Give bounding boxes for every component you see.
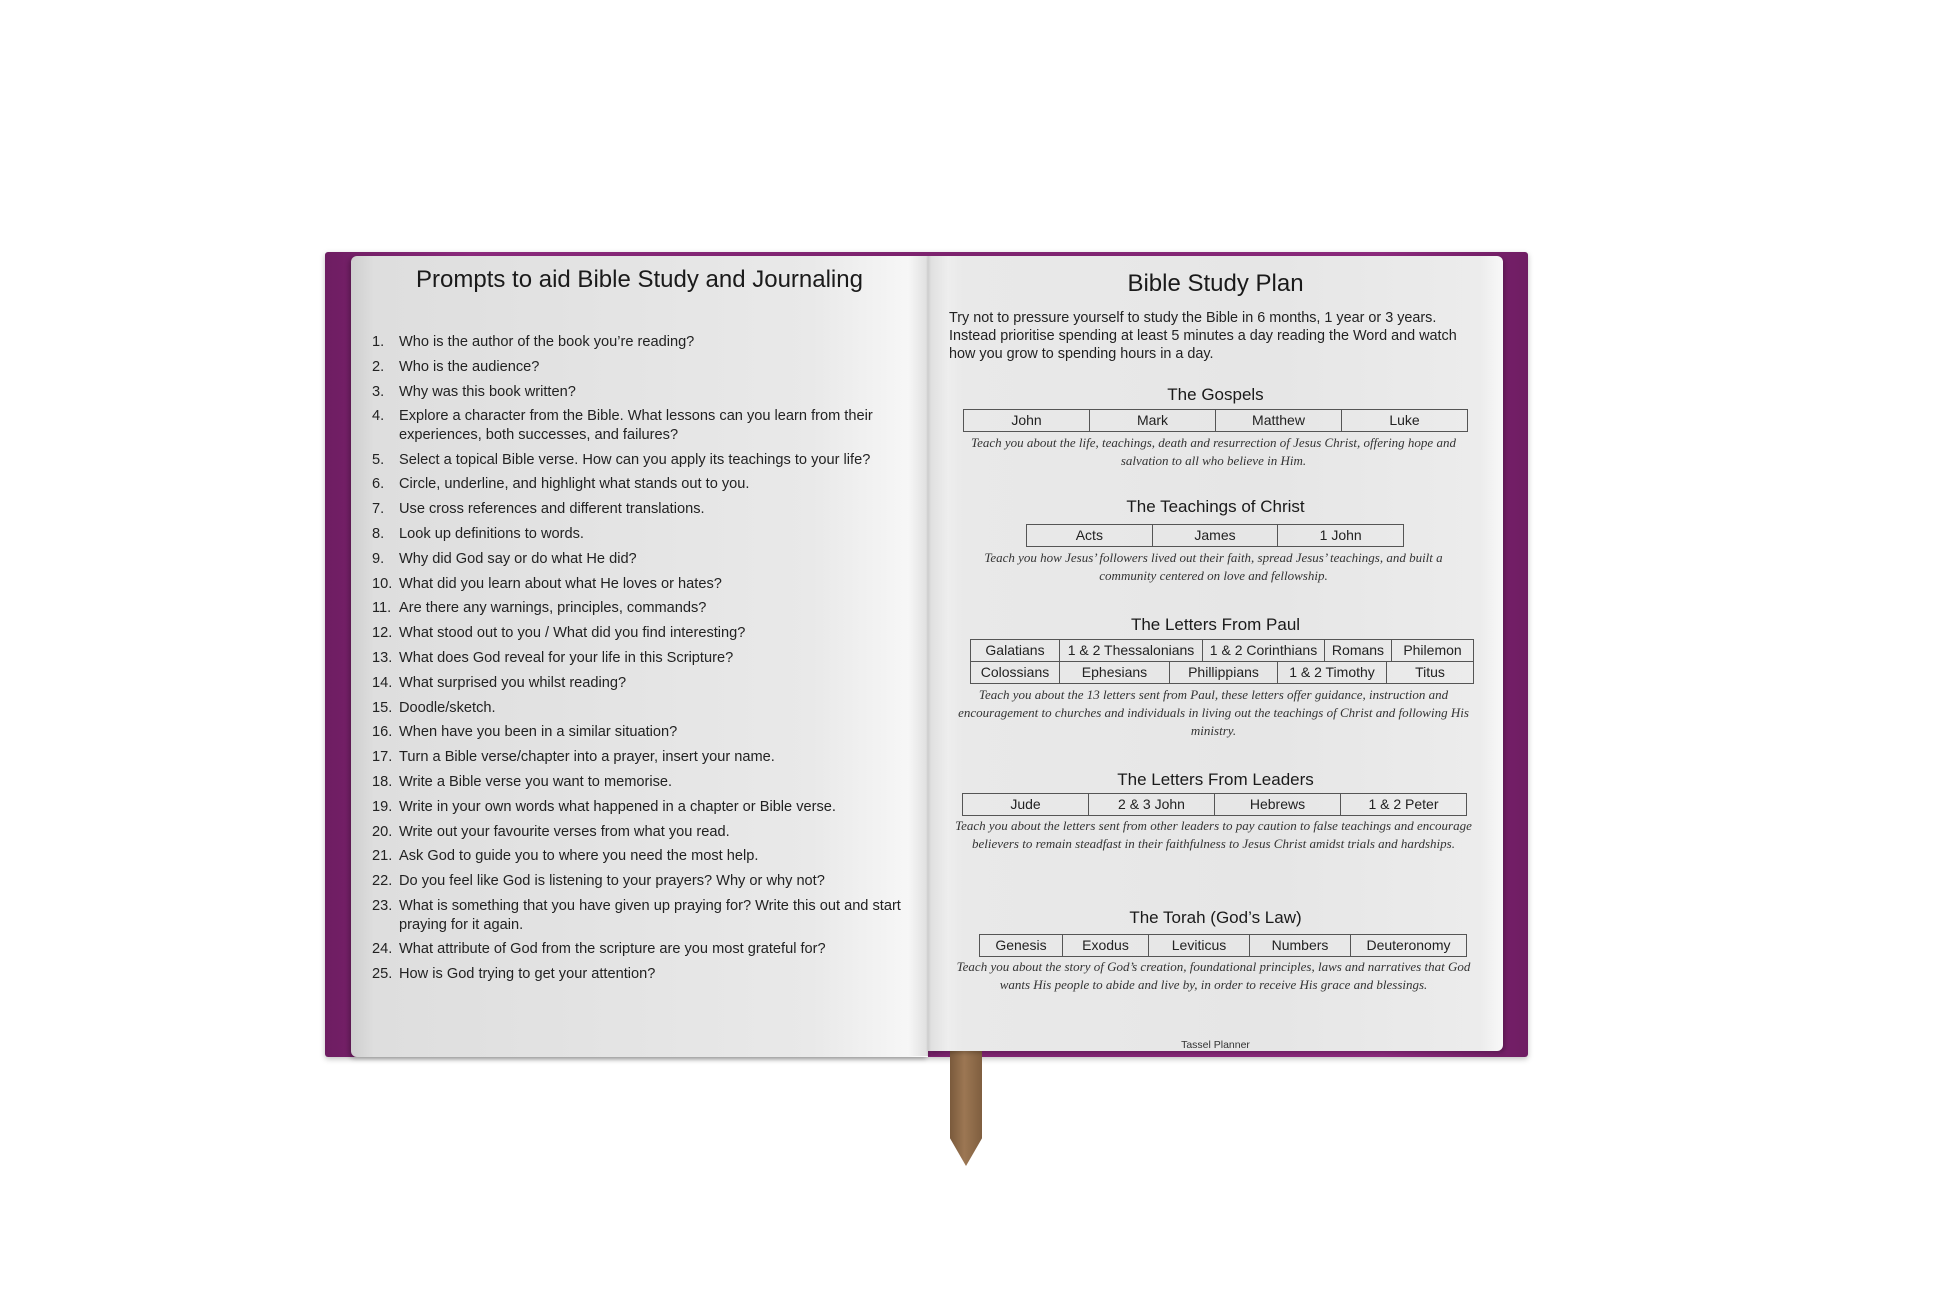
prompt-item bbox=[372, 624, 920, 643]
book-cell: Numbers bbox=[1250, 935, 1351, 956]
prompt-number: 25. bbox=[372, 966, 393, 983]
prompt-number: 17. bbox=[372, 749, 393, 766]
prompt-number: 2. bbox=[372, 358, 385, 375]
prompt-number: 16. bbox=[372, 724, 393, 741]
book-cell: 2 & 3 John bbox=[1089, 794, 1215, 815]
book-cell: Acts bbox=[1027, 525, 1153, 546]
book-cell: 1 & 2 Timothy bbox=[1278, 662, 1387, 683]
prompt-text: Explore a character from the Bible. What lessons can you learn from their experiences, both successes, and failures? bbox=[399, 408, 873, 443]
book-cell: Hebrews bbox=[1215, 794, 1341, 815]
book-cell: Titus bbox=[1415, 664, 1445, 680]
prompt-item bbox=[372, 550, 920, 569]
prompt-text: Why was this book written? bbox=[399, 383, 576, 400]
book-cell: Phillippians bbox=[1170, 662, 1278, 683]
prompt-number: 21. bbox=[372, 848, 393, 865]
prompt-item bbox=[372, 847, 920, 866]
prompt-number: 20. bbox=[372, 823, 393, 840]
book-cell: Leviticus bbox=[1149, 935, 1250, 956]
book-cell: Philemon bbox=[1403, 642, 1462, 658]
prompt-text: What surprised you whilst reading? bbox=[399, 674, 627, 691]
prompt-number: 3. bbox=[372, 383, 385, 400]
prompt-item bbox=[372, 475, 920, 494]
prompt-number: 5. bbox=[372, 451, 385, 468]
prompt-text: Who is the author of the book you’re reading? bbox=[399, 334, 695, 350]
right-page-title: Bible Study Plan bbox=[1127, 270, 1304, 297]
book-cell: Jude bbox=[963, 794, 1089, 815]
prompt-text: Select a topical Bible verse. How can you apply its teachings to your life? bbox=[399, 451, 871, 468]
book-cell: 1 & 2 Thessalonians bbox=[1060, 640, 1203, 661]
prompt-number: 11. bbox=[372, 600, 392, 617]
prompts-list bbox=[372, 333, 920, 990]
prompt-text: Write a Bible verse you want to memorise. bbox=[399, 774, 673, 791]
prompt-item bbox=[372, 872, 920, 891]
book-cell: 1 & 2 Peter bbox=[1368, 796, 1439, 812]
intro-paragraph: Try not to pressure yourself to study the Bible in 6 months, 1 year or 3 years. Instead prioritise spending at least 5 minutes a day reading the Word and watch how you grow to spending hours in a day. bbox=[949, 310, 1457, 362]
section-description-paul: Teach you about the 13 letters sent from Paul, these letters offer guidance, instruction and encouragement to churches and individuals in living out the teachings of Christ and following His ministry. bbox=[958, 687, 1469, 738]
book-cell: Matthew bbox=[1216, 410, 1342, 431]
prompt-text: What attribute of God from the scripture are you most grateful for? bbox=[399, 941, 826, 958]
prompt-item bbox=[372, 407, 920, 444]
prompt-item bbox=[372, 940, 920, 959]
prompt-text: Use cross references and different translations. bbox=[399, 501, 705, 518]
prompt-text: Write out your favourite verses from what you read. bbox=[399, 823, 730, 840]
prompt-text: Doodle/sketch. bbox=[399, 699, 496, 716]
prompt-number: 8. bbox=[372, 526, 385, 543]
prompt-number: 7. bbox=[372, 501, 385, 518]
book-cell: Exodus bbox=[1063, 935, 1149, 956]
section-title-leaders: The Letters From Leaders bbox=[1117, 770, 1314, 789]
prompt-text: When have you been in a similar situation? bbox=[399, 724, 678, 741]
prompt-item bbox=[372, 798, 920, 817]
left-page-title: Prompts to aid Bible Study and Journaling bbox=[416, 266, 863, 293]
prompt-item bbox=[372, 599, 920, 618]
book-row-paul-1 bbox=[970, 639, 1474, 662]
prompt-number: 19. bbox=[372, 798, 393, 815]
book-cell: 1 & 2 Corinthians bbox=[1203, 640, 1325, 661]
prompt-item bbox=[372, 358, 920, 377]
prompt-item bbox=[372, 699, 920, 718]
prompt-number: 4. bbox=[372, 408, 385, 425]
prompt-text: Are there any warnings, principles, commands? bbox=[399, 600, 707, 617]
prompt-item bbox=[372, 748, 920, 767]
prompt-item bbox=[372, 333, 920, 352]
prompt-item bbox=[372, 723, 920, 742]
prompt-item bbox=[372, 525, 920, 544]
prompt-text: What is something that you have given up praying for? Write this out and start praying for it again. bbox=[399, 898, 901, 933]
prompt-item bbox=[372, 773, 920, 792]
book-cell: Colossians bbox=[971, 662, 1060, 683]
prompt-number: 15. bbox=[372, 699, 393, 716]
book-cell: Genesis bbox=[980, 935, 1063, 956]
prompt-item bbox=[372, 575, 920, 594]
section-title-torah: The Torah (God’s Law) bbox=[1129, 908, 1302, 927]
book-row-torah bbox=[979, 934, 1467, 957]
book-cell: Mark bbox=[1090, 410, 1216, 431]
book-cell: Ephesians bbox=[1060, 662, 1170, 683]
prompt-item bbox=[372, 451, 920, 470]
section-description-torah: Teach you about the story of God’s creation, foundational principles, laws and narratives that God wants His people to abide and live by, in order to receive His grace and blessings. bbox=[956, 959, 1471, 992]
prompt-text: What stood out to you / What did you find interesting? bbox=[399, 625, 746, 642]
section-title-teachings: The Teachings of Christ bbox=[1126, 497, 1305, 516]
prompt-item bbox=[372, 823, 920, 842]
prompt-number: 12. bbox=[372, 625, 393, 642]
section-description-teachings: Teach you how Jesus’ followers lived out their faith, spread Jesus’ teachings, and built a community centered on love and fellowship. bbox=[984, 550, 1443, 583]
prompt-number: 14. bbox=[372, 674, 393, 691]
prompt-item bbox=[372, 383, 920, 402]
prompt-text: Look up definitions to words. bbox=[399, 526, 584, 543]
prompt-number: 18. bbox=[372, 774, 393, 791]
prompt-number: 9. bbox=[372, 550, 385, 567]
prompt-text: Do you feel like God is listening to your prayers? Why or why not? bbox=[399, 873, 825, 890]
book-cell: Galatians bbox=[971, 640, 1060, 661]
book-row-leaders bbox=[962, 793, 1467, 816]
book-cell: James bbox=[1153, 525, 1279, 546]
section-title-paul: The Letters From Paul bbox=[1130, 615, 1301, 634]
prompt-item bbox=[372, 965, 920, 984]
prompt-number: 13. bbox=[372, 650, 393, 667]
section-description-gospels: Teach you about the life, teachings, death and resurrection of Jesus Christ, offering hope and salvation to all who believe in Him. bbox=[971, 435, 1456, 468]
prompt-text: Turn a Bible verse/chapter into a prayer, insert your name. bbox=[399, 749, 775, 766]
book-cell: Deuteronomy bbox=[1366, 937, 1451, 953]
prompt-text: Write in your own words what happened in a chapter or Bible verse. bbox=[399, 798, 836, 815]
book-row-gospels bbox=[963, 409, 1468, 432]
footer-brand: Tassel Planner bbox=[1181, 1039, 1250, 1051]
prompt-number: 24. bbox=[372, 941, 393, 958]
section-description-leaders: Teach you about the letters sent from other leaders to pay caution to false teachings and encourage believers to remain steadfast in their faithfulness to Jesus Christ amidst trials and hardships. bbox=[955, 818, 1472, 851]
book-cell: Romans bbox=[1325, 640, 1392, 661]
prompt-text: What does God reveal for your life in this Scripture? bbox=[399, 650, 734, 667]
prompt-text: Ask God to guide you to where you need the most help. bbox=[399, 848, 759, 865]
prompt-number: 1. bbox=[372, 334, 385, 350]
bookmark-ribbon bbox=[950, 1040, 982, 1166]
prompt-number: 23. bbox=[372, 898, 393, 915]
prompt-item bbox=[372, 897, 920, 934]
section-title-gospels: The Gospels bbox=[1167, 385, 1264, 404]
prompt-number: 6. bbox=[372, 476, 385, 493]
prompt-text: Circle, underline, and highlight what stands out to you. bbox=[399, 476, 750, 493]
prompt-item bbox=[372, 649, 920, 668]
book-cell: John bbox=[964, 410, 1090, 431]
prompt-item bbox=[372, 500, 920, 519]
prompt-text: How is God trying to get your attention? bbox=[399, 966, 656, 983]
prompt-number: 10. bbox=[372, 575, 393, 592]
book-row-teachings bbox=[1026, 524, 1404, 547]
prompt-number: 22. bbox=[372, 873, 393, 890]
book-row-paul-2 bbox=[970, 661, 1474, 684]
prompt-text: Who is the audience? bbox=[399, 358, 540, 375]
prompt-item bbox=[372, 674, 920, 693]
book-cell: Luke bbox=[1389, 412, 1420, 428]
prompt-text: Why did God say or do what He did? bbox=[399, 550, 637, 567]
prompt-text: What did you learn about what He loves or hates? bbox=[399, 575, 722, 592]
book-cell: 1 John bbox=[1319, 527, 1362, 543]
